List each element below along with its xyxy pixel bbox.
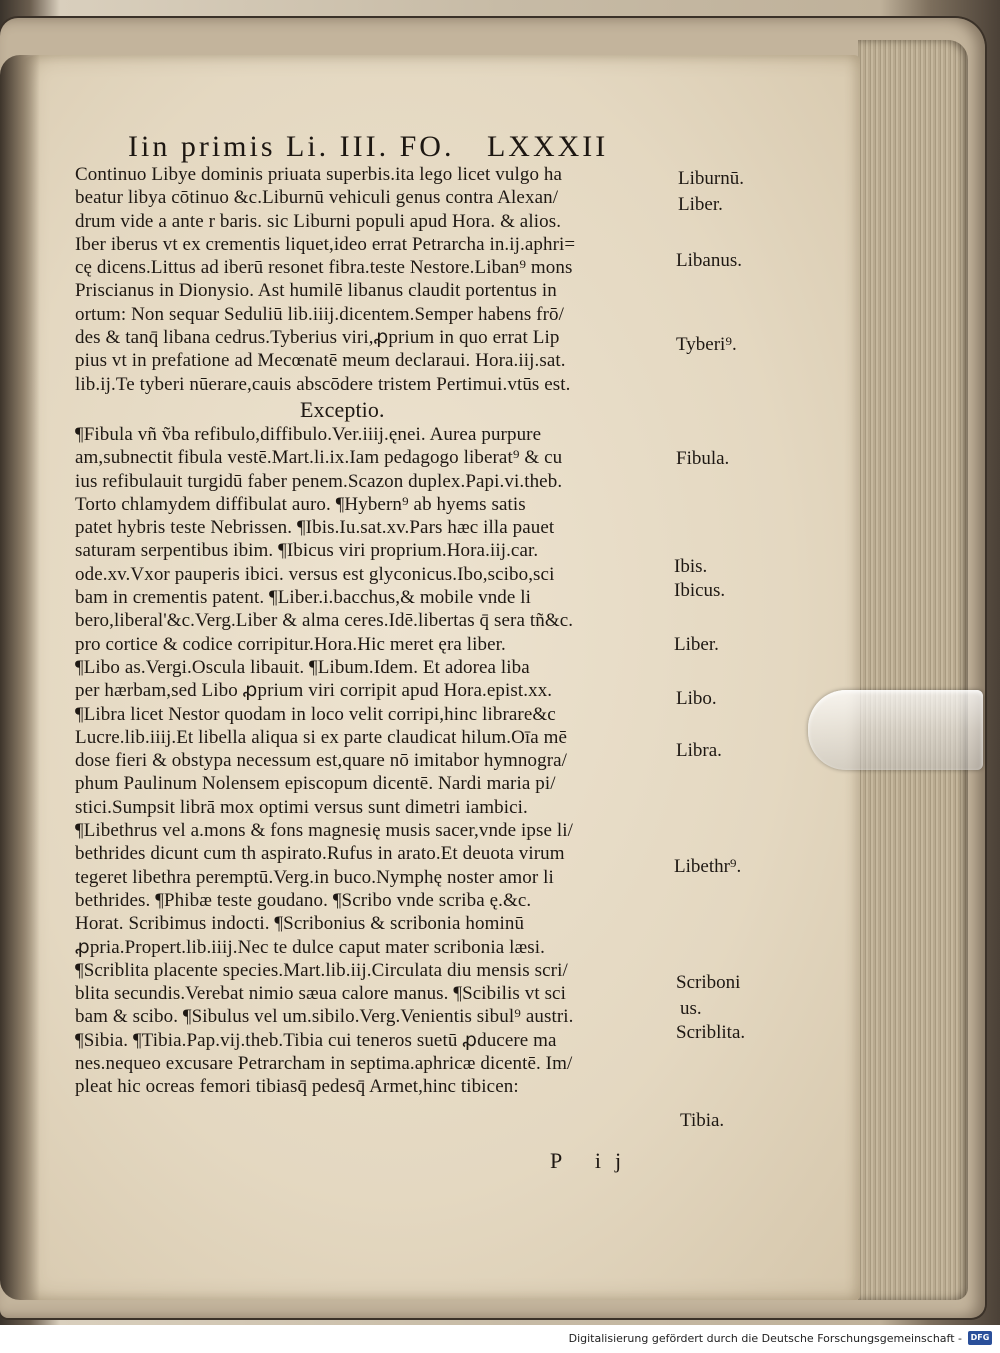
margin-note-ibicus: Ibicus. bbox=[674, 580, 726, 601]
margin-note-ibis: Ibis. bbox=[674, 556, 708, 577]
margin-note-liber: Liber. bbox=[678, 194, 723, 215]
text-line: ¶Scriblita placente species.Mart.lib.iij.Circulata diu mensis scri/ bbox=[75, 959, 568, 981]
page-gutter bbox=[0, 55, 40, 1300]
page-header bbox=[128, 130, 648, 164]
text-line: bero,liberal'&c.Verg.Liber & alma ceres.Idē.libertas q̄ sera tñ&c. bbox=[75, 610, 574, 632]
text-line: nes.nequeo excusare Petrarcham in septima.aphricæ dicentē. Im/ bbox=[75, 1052, 573, 1074]
text-line: bethrides. ¶Phibæ teste goudano. ¶Scribo vnde scriba ę.&c. bbox=[75, 889, 532, 911]
margin-note-liburnu: Liburnū. bbox=[678, 168, 744, 189]
text-line: ode.xv.Vxor pauperis ibici. versus est glyconicus.Ibo,scibo,sci bbox=[75, 563, 555, 585]
book-fore-edge bbox=[858, 40, 968, 1300]
margin-note-scriblita: Scriblita. bbox=[676, 1022, 746, 1043]
margin-note-libra: Libra. bbox=[676, 740, 722, 761]
text-line: beatur libya cōtinuo &c.Liburnū vehiculi genus contra Alexan/ bbox=[75, 187, 559, 209]
text-line: pius vt in prefatione ad Mecœnatē meum declaraui. Hora.iij.sat. bbox=[75, 350, 566, 372]
running-title: Iin primis Li. III. FO. bbox=[128, 130, 455, 163]
margin-note-tyberius: Tyberi⁹. bbox=[676, 334, 737, 355]
text-line: drum vide a ante r baris. sic Liburni populi apud Hora. & alios. bbox=[75, 210, 562, 232]
text-line: bethrides dicunt cum th aspirato.Rufus in arato.Et deuota virum bbox=[75, 843, 565, 865]
footer-bar bbox=[0, 1325, 1000, 1353]
section-heading: Exceptio. bbox=[300, 396, 385, 422]
text-line: ꝓpria.Propert.lib.iiij.Nec te dulce caput mater scribonia læsi. bbox=[75, 936, 546, 958]
text-line: des & tanq̄ libana cedrus.Tyberius viri,ꝓprium in quo errat Lip bbox=[75, 327, 560, 349]
margin-note-liber-2: Liber. bbox=[674, 634, 719, 655]
margin-note-fibula: Fibula. bbox=[676, 448, 730, 469]
text-line: stici.Sumpsit librā mox optimi versus sunt dimetri iambici. bbox=[75, 796, 528, 818]
text-line: Priscianus in Dionysio. Ast humilē libanus claudit portentus in bbox=[75, 280, 557, 302]
text-line: ¶Fibula vñ ṽba refibulo,diffibulo.Ver.iiij.ęnei. Aurea purpure bbox=[75, 423, 542, 445]
text-line: ¶Sibia. ¶Tibia.Pap.vij.theb.Tibia cui teneros suetū ꝓducere ma bbox=[75, 1029, 557, 1051]
text-line: tegeret libethra peremptū.Verg.in buco.Nymphę noster amor li bbox=[75, 866, 554, 888]
text-line: ius refibulauit turgidū faber penem.Scazon duplex.Papi.vi.theb. bbox=[75, 470, 563, 492]
text-line: Horat. Scribimus indocti. ¶Scribonius & scribonia hominū bbox=[75, 913, 525, 935]
dfg-logo-icon: DFG bbox=[968, 1331, 992, 1345]
text-line: Torto chlamydem diffibulat auro. ¶Hybern⁹ ab hyems satis bbox=[75, 493, 526, 515]
text-line: ortum: Non sequar Seduliū lib.iiij.dicentem.Semper habens frō/ bbox=[75, 303, 565, 325]
text-line: ¶Libo as.Vergi.Oscula libauit. ¶Libum.Idem. Et adorea liba bbox=[75, 656, 530, 678]
text-line: ¶Libra licet Nestor quodam in loco velit corripi,hinc librare&c bbox=[75, 703, 556, 725]
text-line: phum Paulinum Nolensem episcopum dicentē. Nardi maria pi/ bbox=[75, 773, 556, 795]
signature-mark: P ij bbox=[550, 1148, 636, 1173]
text-line: cę dicens.Littus ad iberū resonet fibra.teste Nestore.Liban⁹ mons bbox=[75, 257, 573, 279]
text-line: ¶Libethrus vel a.mons & fons magnesię musis sacer,vnde ipse li/ bbox=[75, 820, 574, 842]
margin-note-tibia: Tibia. bbox=[680, 1110, 725, 1131]
main-text-block bbox=[75, 163, 675, 1099]
text-line: pro cortice & codice corripitur.Hora.Hic meret ęra liber. bbox=[75, 633, 506, 655]
text-line: pleat hic ocreas femori tibiasq̄ pedesq̄ Armet,hinc tibicen: bbox=[75, 1076, 519, 1098]
margin-note-libo: Libo. bbox=[676, 688, 717, 709]
margin-note-libethrus: Libethr⁹. bbox=[674, 856, 742, 877]
margin-note-libanus: Libanus. bbox=[676, 250, 742, 271]
margin-note-scriboni-cont: us. bbox=[680, 998, 702, 1019]
funding-credit: Digitalisierung gefördert durch die Deutsche Forschungsgemeinschaft - bbox=[568, 1332, 962, 1345]
text-line: Continuo Libye dominis priuata superbis.ita lego licet vulgo ha bbox=[75, 164, 563, 185]
text-line: Lucre.lib.iiij.Et libella aliqua si ex parte claudicat hilum.Oīa mē bbox=[75, 726, 568, 748]
text-line: blita secundis.Verebat nimio sæua calore manus. ¶Scibilis vt sci bbox=[75, 983, 566, 1005]
text-line: patet hybris teste Nebrissen. ¶Ibis.Iu.sat.xv.Pars hæc illa pauet bbox=[75, 517, 555, 539]
text-line: Iber iberus vt ex crementis liquet,ideo errat Petrarcha in.ij.aphri= bbox=[75, 233, 576, 255]
text-line: dose fieri & obstypa necessum est,quare nō imitabor hymnogra/ bbox=[75, 750, 568, 772]
plastic-page-holder bbox=[808, 690, 983, 770]
text-line: saturam serpentibus ibim. ¶Ibicus viri proprium.Hora.iij.car. bbox=[75, 540, 539, 562]
text-line: per hærbam,sed Libo ꝓprium viri corripit apud Hora.epist.xx. bbox=[75, 680, 553, 702]
folio-number: LXXXII bbox=[486, 130, 609, 163]
text-line: lib.ij.Te tyberi nūerare,cauis abscōdere tristem Pertimui.vtūs est. bbox=[75, 373, 571, 395]
margin-note-scriboni: Scriboni bbox=[676, 972, 741, 993]
text-line: bam in crementis patent. ¶Liber.i.bacchus,& mobile vnde li bbox=[75, 587, 532, 609]
text-line: bam & scibo. ¶Sibulus vel um.sibilo.Verg.Venientis sibul⁹ austri. bbox=[75, 1006, 574, 1028]
text-line: am,subnectit fibula vestē.Mart.li.ix.Iam pedagogo liberat⁹ & cu bbox=[75, 447, 563, 469]
